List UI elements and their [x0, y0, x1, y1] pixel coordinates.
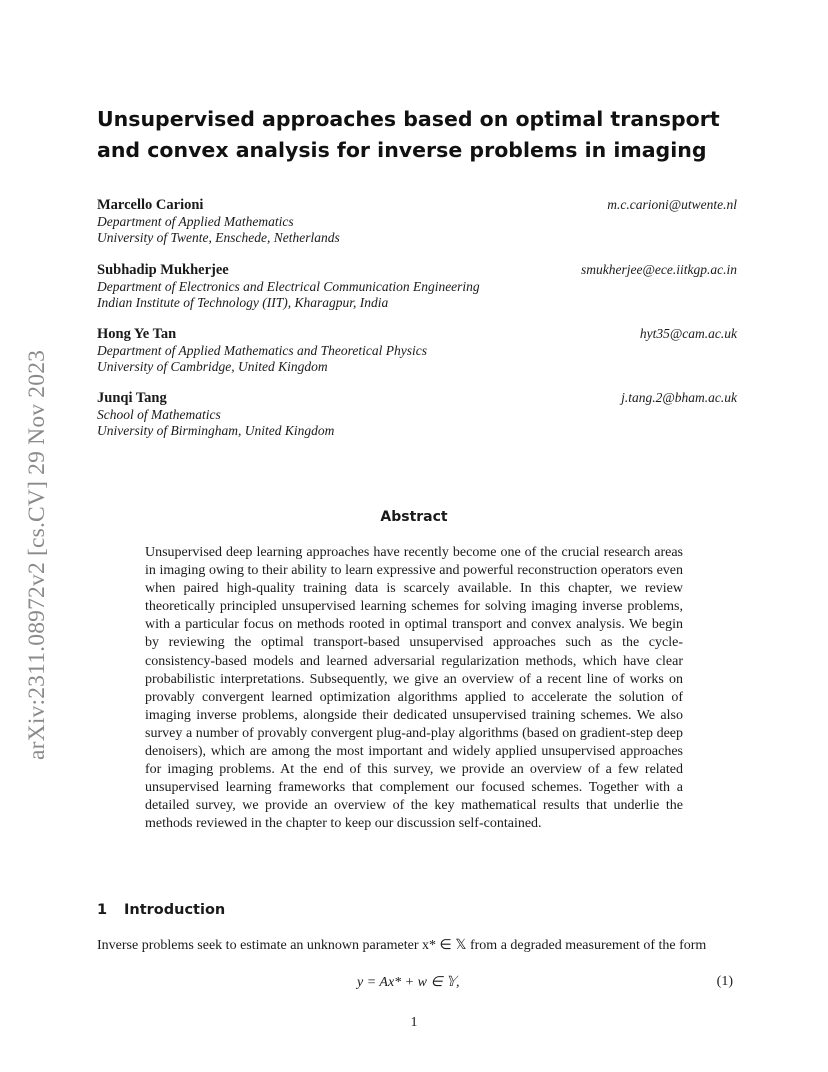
abstract-text: Unsupervised deep learning approaches have recently become one of the crucial research areas in imaging owing to their ability to learn expressive and powerful reconstruction operators even when paired high-quality training data is scarcely available. In this chapter, we review theoretically principled unsupervised learning schemes for solving imaging inverse problems, with a particular focus on methods rooted in optimal transport and convex analysis. We begin by reviewing the optimal transport-based unsupervised approaches such as the cycle-consistency-based models and learned adversarial regularization methods, which have clear probabilistic interpretations. Subsequently, we give an overview of a recent line of works on provably convergent learned optimization algorithms applied to accelerate the solution of imaging inverse problems, alongside their dedicated unsupervised training schemes. We also survey a number of provably convergent plug-and-play algorithms (based on gradient-step deep denoisers), which are among the most important and widely applied unsupervised approaches for imaging problems. At the end of this survey, we provide an overview of a few related unsupervised learning frameworks that complement our focused schemes. Together with a detailed survey, we provide an overview of the key mathematical results that underlie the methods reviewed in the chapter to keep our discussion self-contained.	[145, 545, 683, 832]
arxiv-identifier-text: arXiv:2311.08972v2 [cs.CV] 29 Nov 2023	[24, 349, 50, 760]
author-affiliation-department: School of Mathematics	[97, 406, 221, 422]
author-name: Subhadip Mukherjee	[97, 262, 229, 278]
author-affiliation-department: Department of Electronics and Electrical Communication Engineering	[97, 278, 480, 294]
abstract-heading: Abstract	[380, 509, 448, 525]
section-heading	[97, 902, 225, 918]
equation-expression: y = Ax* + w ∈ 𝕐,	[357, 975, 460, 990]
author-name: Marcello Carioni	[97, 197, 204, 213]
author-name: Junqi Tang	[97, 390, 167, 406]
author-block	[97, 262, 737, 312]
author-affiliation-department: Department of Applied Mathematics and Theoretical Physics	[97, 342, 427, 358]
introduction-paragraph: Inverse problems seek to estimate an unknown parameter x* ∈ 𝕏 from a degraded measurement of the form	[97, 938, 707, 953]
author-email[interactable]: hyt35@cam.ac.uk	[639, 326, 737, 341]
author-email[interactable]: m.c.carioni@utwente.nl	[607, 197, 737, 212]
equation-1	[97, 974, 733, 994]
section-number: 1	[97, 902, 108, 918]
author-name: Hong Ye Tan	[97, 326, 177, 342]
section-title: Introduction	[124, 902, 226, 918]
author-affiliation-institution: Indian Institute of Technology (IIT), Kharagpur, India	[97, 295, 389, 310]
author-affiliation-institution: University of Birmingham, United Kingdom	[97, 423, 335, 438]
author-affiliation-institution: University of Twente, Enschede, Netherlands	[97, 230, 340, 245]
author-block	[97, 197, 737, 247]
paper-title: Unsupervised approaches based on optimal transport and convex analysis for inverse problems in imaging	[97, 107, 720, 162]
author-affiliation-institution: University of Cambridge, United Kingdom	[97, 359, 328, 374]
author-block	[97, 390, 737, 440]
author-email[interactable]: j.tang.2@bham.ac.uk	[621, 390, 737, 405]
page-number: 1	[410, 1015, 418, 1030]
author-block	[97, 326, 737, 376]
equation-number: (1)	[716, 974, 733, 989]
author-affiliation-department: Department of Applied Mathematics	[97, 213, 294, 229]
author-email[interactable]: smukherjee@ece.iitkgp.ac.in	[581, 262, 737, 277]
